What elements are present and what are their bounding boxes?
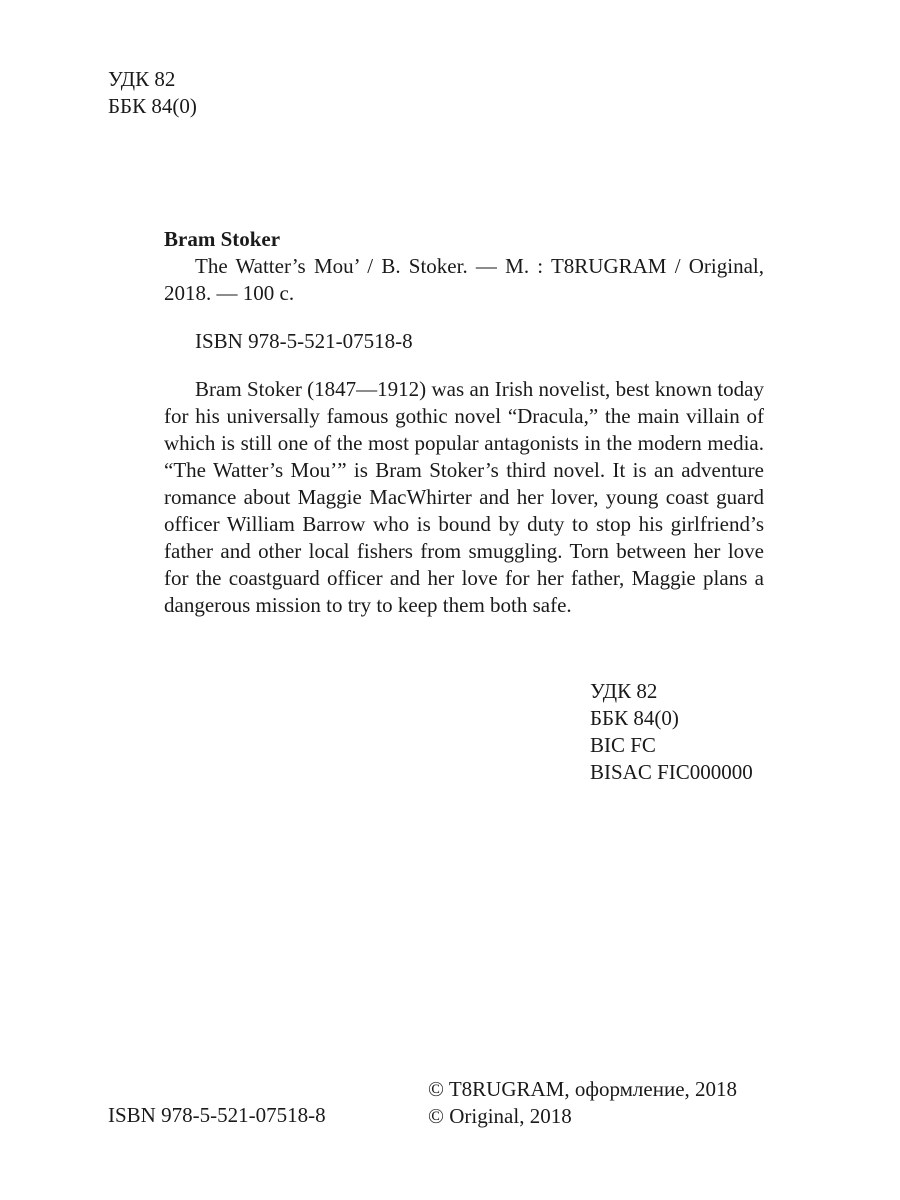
bbk-code: ББК 84(0): [108, 94, 197, 118]
udk-code: УДК 82: [590, 679, 658, 703]
udk-code: УДК 82: [108, 67, 176, 91]
copyright-notices: [428, 1076, 737, 1130]
annotation-paragraph: Bram Stoker (1847—1912) was an Irish novelist, best known today for his universally famous gothic novel “Dracula,” the main villain of which is still one of the most popular antagonists in the modern media. “The Watter’s Mou’” is Bram Stoker’s third novel. It is an adventure romance about Maggie MacWhirter and her lover, young coast guard officer William Barrow who is bound by duty to stop his girlfriend’s father and other local fishers from smuggling. Torn between her love for the coastguard officer and her love for her father, Maggie plans a dangerous mission to try to keep them both safe.: [164, 377, 764, 617]
classification-codes: [590, 678, 753, 786]
title-statement: The Watter’s Mou’ / B. Stoker. — M. : T8RUGRAM / Original, 2018. — 100 с.: [164, 254, 764, 305]
author-name: Bram Stoker: [164, 227, 281, 251]
bic-code: BIC FC: [590, 733, 656, 757]
bibliographic-record: [164, 226, 764, 619]
top-classification-codes: [108, 66, 197, 120]
record-isbn: ISBN 978-5-521-07518-8: [195, 329, 413, 353]
copyright-original: © Original, 2018: [428, 1104, 572, 1128]
copyright-publisher: © T8RUGRAM, оформление, 2018: [428, 1077, 738, 1101]
bbk-code: ББК 84(0): [590, 706, 679, 730]
footer-isbn: ISBN 978-5-521-07518-8: [108, 1103, 326, 1127]
bisac-code: BISAC FIC000000: [590, 760, 753, 784]
